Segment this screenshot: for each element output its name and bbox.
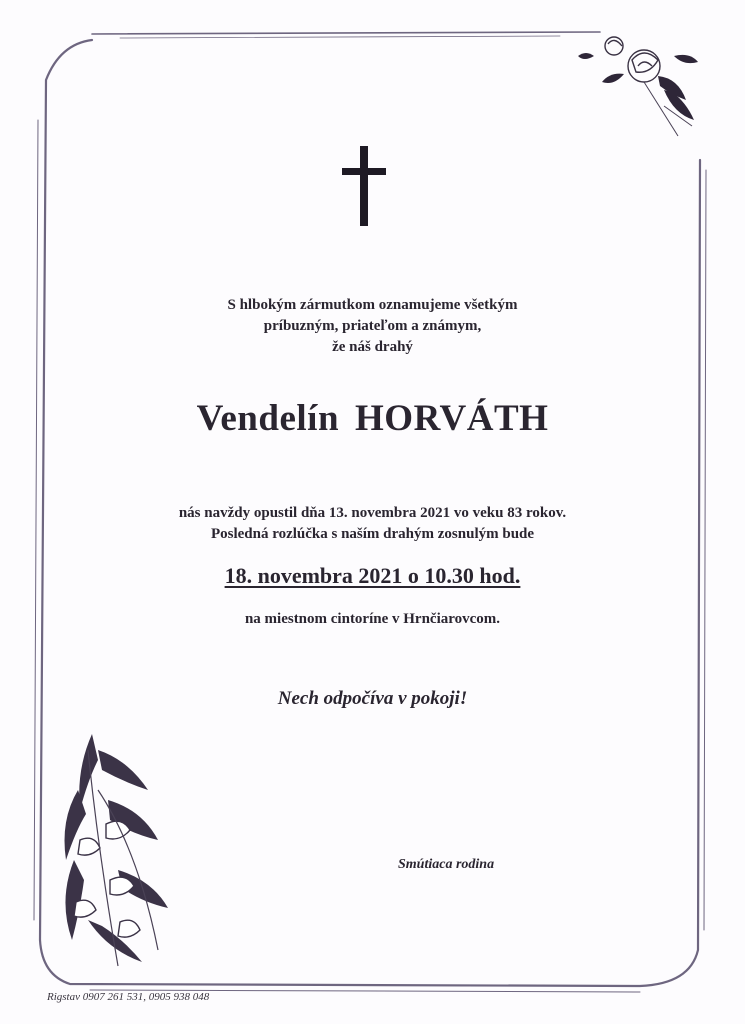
intro-line: že náš drahý [332,339,413,355]
intro-line: S hlbokým zármutkom oznamujeme všetkým [227,297,518,313]
intro-line: príbuzným, priateľom a známym, [263,318,482,334]
last-name: HORVÁTH [355,398,549,439]
cross-icon [342,146,386,226]
funeral-datetime: 18. novembra 2021 o 10.30 hod. [224,563,521,588]
closing-phrase: Nech odpočíva v pokoji! [277,688,468,709]
lily-flower-icon [58,730,208,970]
footer-contact: Rigstav 0907 261 531, 0905 938 048 [47,991,210,1003]
intro-text [0,295,745,358]
first-name: Vendelín [196,398,340,439]
funeral-place: na miestnom cintoríne v Hrnčiarovcom. [244,611,501,627]
signature: Smútiaca rodina [398,857,495,872]
death-notice-text [0,503,745,545]
body-line: Posledná rozlúčka s naším drahým zosnulým bude [210,526,535,542]
body-line: nás navždy opustil dňa 13. novembra 2021 vo veku 83 rokov. [178,505,567,521]
rose-flower-icon [574,16,714,156]
deceased-name [0,397,745,440]
